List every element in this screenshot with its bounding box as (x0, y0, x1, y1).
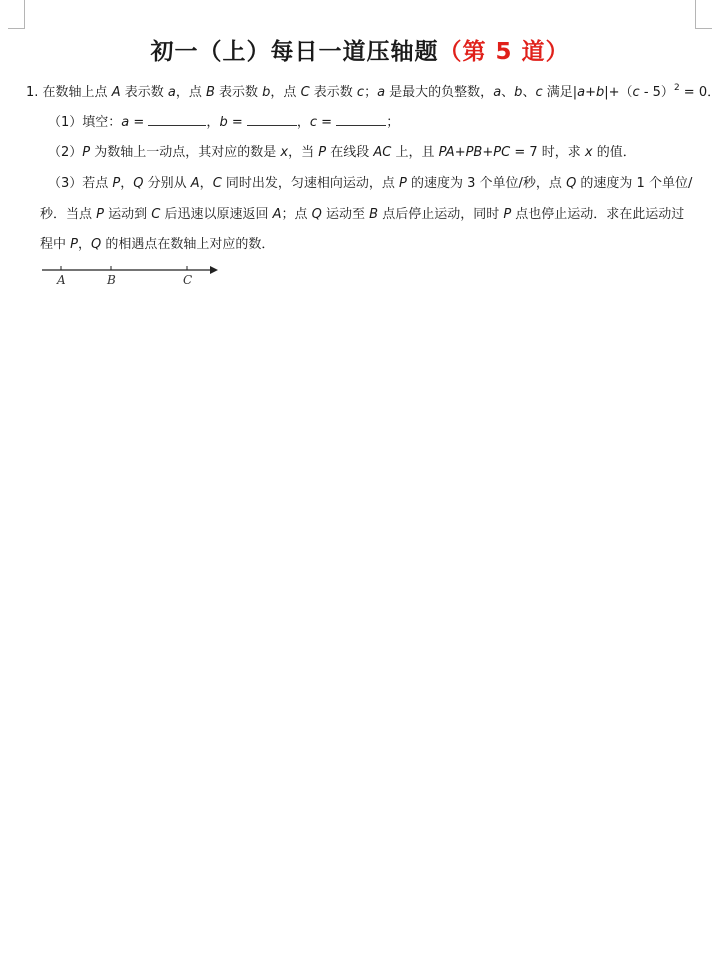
question-1: （1）填空：a = ，b = ，c = ； (48, 115, 400, 130)
answer-blank-b[interactable] (247, 113, 297, 126)
number-line-arrow-icon (210, 266, 218, 274)
label-c: C (183, 273, 193, 287)
answer-blank-c[interactable] (336, 113, 386, 126)
problem-stem (26, 81, 720, 100)
page-title (0, 33, 720, 66)
problem-number: 1. (26, 85, 39, 100)
question-3-line-2: 秒．当点 P 运动到 C 后迅速以原速返回 A；点 Q 运动至 B 点后停止运动，同时 P 点也停止运动．求在此运动过 (40, 207, 685, 222)
label-a: A (57, 273, 66, 287)
page-corner-mark-right (695, 0, 712, 29)
answer-blank-a[interactable] (148, 113, 206, 126)
question-3-line-3: 程中 P，Q 的相遇点在数轴上对应的数． (40, 237, 275, 252)
title-main: 初一（上）每日一道压轴题 (150, 39, 439, 65)
question-2: （2）P 为数轴上一动点，其对应的数是 x，当 P 在线段 AC 上，且 PA+PB+PC = 7 时，求 x 的值． (48, 145, 636, 160)
stem-text: 在数轴上点 A 表示数 a，点 B 表示数 b，点 C 表示数 c；a 是最大的负整数，a、b、c 满足|a+b|+（c - 5）$^2$ = 0． (42, 83, 720, 100)
question-3-line-1: （3）若点 P，Q 分别从 A，C 同时出发，匀速相向运动，点 P 的速度为 3 个单位/秒，点 Q 的速度为 1 个单位/ (48, 176, 693, 191)
page-corner-mark-left (8, 0, 25, 29)
title-highlight: （第 5 道） (438, 39, 570, 65)
label-b: B (107, 273, 116, 287)
number-line-figure (40, 262, 230, 290)
